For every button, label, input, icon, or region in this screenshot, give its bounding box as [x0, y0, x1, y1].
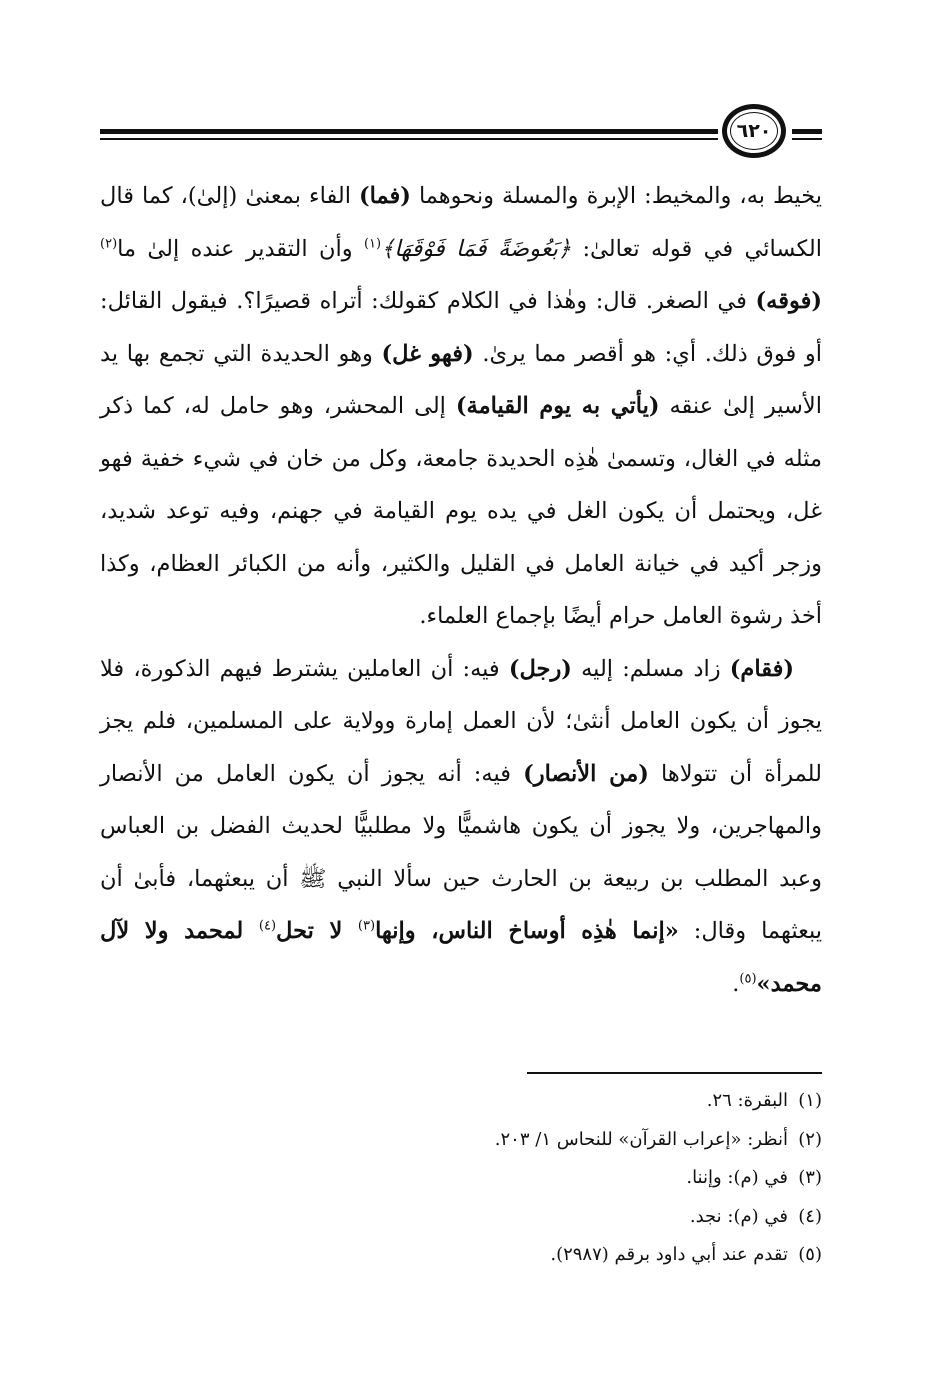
footnote-item [300, 1121, 822, 1160]
text-run: فيه: أنه يجوز أن يكون العامل من الأنصار والمهاجرين، ولا يجوز أن يكون هاشميًّا ولا مطلبيًّا لحديث الفضل بن العباس وعبد المطلب بن ربيعة بن الحارث حين سألا النبي ﷺ أن يبعثهما، فأبىٰ أن يبعثهما وقال: [100, 760, 823, 944]
quran-quote: ﴿بَعُوضَةً فَمَا فَوْقَهَا﴾ [381, 235, 572, 262]
quoted-term: (رجل) [508, 655, 572, 682]
quoted-term: (فقام) [729, 655, 794, 682]
text-run: الفاء بمعنىٰ (إلىٰ)، كما قال الكسائي في قوله تعالىٰ: [100, 183, 822, 262]
text-run: زاد مسلم: إليه [571, 655, 730, 682]
text-run: إلى المحشر، وهو حامل له، كما ذكر مثله في الغال، وتسمىٰ هٰذِه الحديدة جامعة، وكل من خان في شيء خفية فهو غل، ويحتمل أن يكون الغل في يده يوم القيامة في جهنم، وفيه توعد شديد، وزجر أكيد في خيانة العامل في القليل والكثير، وأنه من الكبائر العظام، وكذا أخذ رشوة العامل حرام أيضًا بإجماع العلماء. [100, 393, 822, 629]
footnote-item [300, 1159, 822, 1198]
header-rule-thin [100, 138, 718, 140]
header-rule-right [792, 129, 822, 134]
footnote-number: (٥) [798, 1244, 822, 1265]
footnote-item [300, 1082, 822, 1121]
quoted-term: (من الأنصار) [523, 760, 649, 787]
text-run: وأن التقدير عنده إلىٰ ما [117, 235, 364, 262]
page-number: ٦٢٠ [736, 120, 772, 142]
paragraph-1 [100, 170, 822, 643]
quoted-term: (فوقه) [755, 288, 822, 314]
footnotes [300, 1082, 822, 1275]
footnote-ref: (١) [363, 236, 382, 251]
page-header [100, 100, 822, 170]
quoted-term: (فهو غل) [381, 340, 474, 367]
text-run: فيه: أن العاملين يشترط فيهم الذكورة، فلا يجوز أن يكون العامل أنثىٰ؛ لأن العمل إمارة وولاية على المسلمين، فلم يجز للمرأة أن تتولاها [100, 655, 822, 787]
footnote-ref: (٣) [357, 918, 376, 934]
footnote-item [300, 1198, 822, 1237]
text-run: . [732, 970, 740, 997]
footnote-item [300, 1236, 822, 1275]
footnote-text: في (م): وإننا. [686, 1167, 788, 1188]
footnote-text: البقرة: ٢٦. [706, 1090, 788, 1111]
footnote-text: أنظر: «إعراب القرآن» للنحاس ١/ ٢٠٣. [494, 1128, 788, 1150]
header-rule-thick [100, 129, 718, 134]
paragraph-2 [100, 643, 822, 1011]
quoted-term: (فما) [358, 183, 411, 209]
footnote-ref: (٢) [100, 236, 118, 251]
footnote-separator [527, 1072, 822, 1074]
page-number-badge [722, 104, 786, 158]
text-run: وهو الحديدة التي تجمع بها يد الأسير إلىٰ عنقه [100, 340, 822, 419]
hadith-quote: «إنما هٰذِه أوساخ الناس، وإنها [375, 918, 679, 944]
text-run: يخيط به، والمخيط: الإبرة والمسلة ونحوهما [410, 183, 822, 209]
hadith-quote: لا تحل [276, 918, 358, 944]
footnote-text: تقدم عند أبي داود برقم (٢٩٨٧). [550, 1244, 788, 1265]
footnote-ref: (٤) [258, 918, 277, 934]
header-rule-right-thin [792, 138, 822, 140]
footnote-number: (٤) [798, 1205, 822, 1227]
quoted-term: (يأتي به يوم القيامة) [455, 393, 660, 419]
text-run: في الصغر. قال: وهٰذا في الكلام كقولك: أتراه قصيرًا؟. فيقول القائل: أو فوق ذلك. أي: هو أقصر مما يرىٰ. [100, 288, 822, 367]
hadith-quote: لمحمد ولا لآل محمد» [100, 918, 822, 997]
footnote-text: في (م): نجد. [689, 1205, 788, 1227]
footnote-ref: (٥) [739, 971, 757, 986]
footnote-number: (١) [798, 1090, 822, 1111]
main-text [100, 170, 822, 1010]
footnote-number: (٢) [798, 1128, 822, 1150]
footnote-number: (٣) [798, 1167, 822, 1188]
